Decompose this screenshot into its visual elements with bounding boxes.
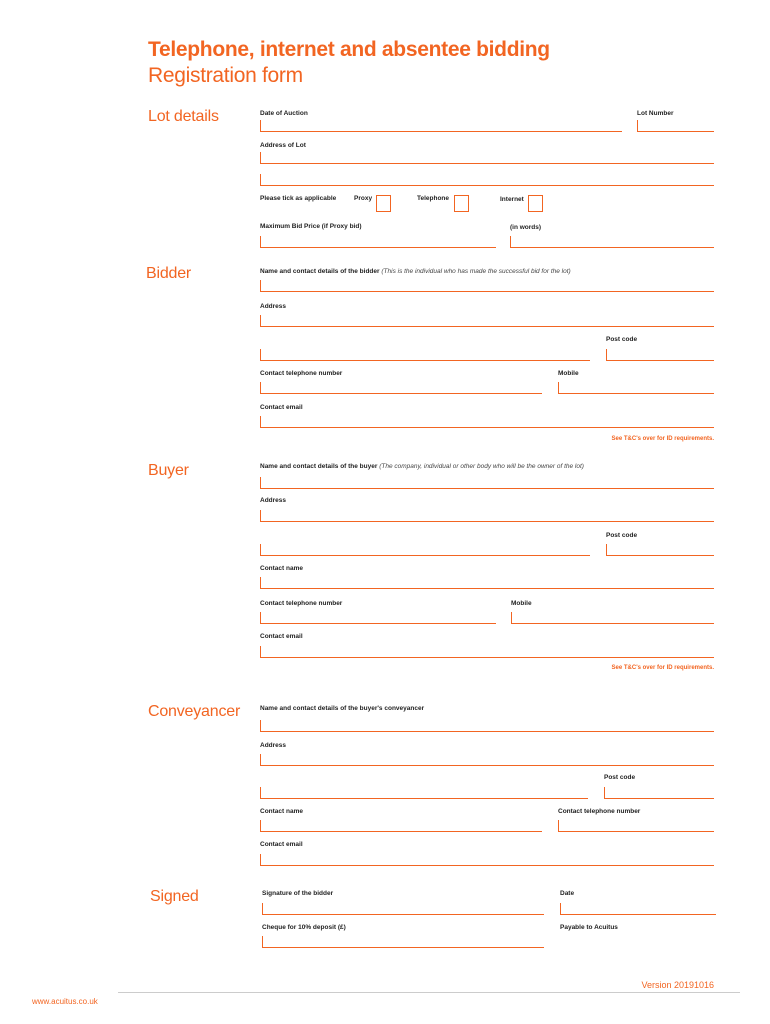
website-link[interactable]: www.acuitus.co.uk <box>32 997 98 1006</box>
bidder-id-note: See T&C's over for ID requirements. <box>611 436 714 442</box>
bidder-contact-telephone-field[interactable] <box>260 382 542 394</box>
buyer-mobile-field[interactable] <box>511 612 714 624</box>
conveyancer-contact-name-label: Contact name <box>260 808 303 815</box>
lot-number-label: Lot Number <box>637 110 674 117</box>
telephone-label: Telephone <box>417 195 450 202</box>
buyer-contact-name-field[interactable] <box>260 577 714 589</box>
date-field[interactable] <box>560 903 716 915</box>
buyer-name-field[interactable] <box>260 477 714 489</box>
max-bid-label: Maximum Bid Price (if Proxy bid) <box>260 223 362 230</box>
bidder-address-field-2[interactable] <box>260 349 590 361</box>
internet-checkbox[interactable] <box>528 195 543 212</box>
section-heading-conveyancer: Conveyancer <box>148 703 241 720</box>
address-of-lot-label: Address of Lot <box>260 142 306 149</box>
lot-number-field[interactable] <box>637 120 714 132</box>
conveyancer-contact-email-label: Contact email <box>260 841 303 848</box>
conveyancer-address-label: Address <box>260 742 287 749</box>
payable-label: Payable to Acuitus <box>560 924 618 931</box>
buyer-post-code-label: Post code <box>606 532 638 539</box>
address-of-lot-field-1[interactable] <box>260 152 714 164</box>
version-text: Version 20191016 <box>641 980 714 990</box>
date-of-auction-label: Date of Auction <box>260 110 308 117</box>
section-heading-lot-details: Lot details <box>148 108 219 125</box>
buyer-name-label: Name and contact details of the buyer (The company, individual or other body who will be the owner of the lot) <box>260 463 584 470</box>
buyer-address-label: Address <box>260 497 287 504</box>
cheque-label: Cheque for 10% deposit (£) <box>262 924 346 931</box>
conveyancer-contact-email-field[interactable] <box>260 854 714 866</box>
signature-field[interactable] <box>262 903 544 915</box>
proxy-label: Proxy <box>354 195 373 202</box>
bidder-post-code-label: Post code <box>606 336 638 343</box>
bidder-mobile-label: Mobile <box>558 370 579 377</box>
conveyancer-name-label: Name and contact details of the buyer's conveyancer <box>260 705 425 712</box>
conveyancer-address-field[interactable] <box>260 754 714 766</box>
bidder-address-label: Address <box>260 303 287 310</box>
bidder-contact-telephone-label: Contact telephone number <box>260 370 343 377</box>
section-heading-signed: Signed <box>150 888 199 905</box>
form-title: Telephone, internet and absentee bidding <box>148 38 550 61</box>
bidder-name-label: Name and contact details of the bidder (This is the individual who has made the successful bid for the lot) <box>260 268 571 275</box>
bidder-address-field[interactable] <box>260 315 714 327</box>
cheque-field[interactable] <box>262 936 544 948</box>
bidder-contact-email-field[interactable] <box>260 416 714 428</box>
signature-label: Signature of the bidder <box>262 890 334 897</box>
section-heading-buyer: Buyer <box>148 462 189 479</box>
buyer-post-code-field[interactable] <box>606 544 714 556</box>
buyer-address-field-2[interactable] <box>260 544 590 556</box>
conveyancer-post-code-label: Post code <box>604 774 636 781</box>
conveyancer-contact-name-field[interactable] <box>260 820 542 832</box>
section-heading-bidder: Bidder <box>146 265 192 282</box>
internet-label: Internet <box>500 196 524 203</box>
please-tick-label: Please tick as applicable <box>260 195 337 202</box>
buyer-contact-email-field[interactable] <box>260 646 714 658</box>
buyer-mobile-label: Mobile <box>511 600 532 607</box>
buyer-contact-telephone-field[interactable] <box>260 612 496 624</box>
in-words-label: (in words) <box>510 224 542 231</box>
date-label: Date <box>560 890 575 897</box>
bidder-mobile-field[interactable] <box>558 382 714 394</box>
buyer-contact-name-label: Contact name <box>260 565 303 572</box>
conveyancer-post-code-field[interactable] <box>604 787 714 799</box>
buyer-id-note: See T&C's over for ID requirements. <box>611 665 714 671</box>
conveyancer-address-field-2[interactable] <box>260 787 588 799</box>
date-of-auction-field[interactable] <box>260 120 622 132</box>
bidder-post-code-field[interactable] <box>606 349 714 361</box>
address-of-lot-field-2[interactable] <box>260 174 714 186</box>
max-bid-field[interactable] <box>260 236 496 248</box>
footer-divider <box>118 992 740 993</box>
buyer-contact-telephone-label: Contact telephone number <box>260 600 343 607</box>
buyer-contact-email-label: Contact email <box>260 633 303 640</box>
max-bid-words-field[interactable] <box>510 236 714 248</box>
proxy-checkbox[interactable] <box>376 195 391 212</box>
conveyancer-name-field[interactable] <box>260 720 714 732</box>
telephone-checkbox[interactable] <box>454 195 469 212</box>
form-subtitle: Registration form <box>148 64 303 87</box>
conveyancer-contact-telephone-field[interactable] <box>558 820 714 832</box>
bidder-name-field[interactable] <box>260 280 714 292</box>
conveyancer-contact-telephone-label: Contact telephone number <box>558 808 641 815</box>
bidder-contact-email-label: Contact email <box>260 404 303 411</box>
buyer-address-field[interactable] <box>260 510 714 522</box>
